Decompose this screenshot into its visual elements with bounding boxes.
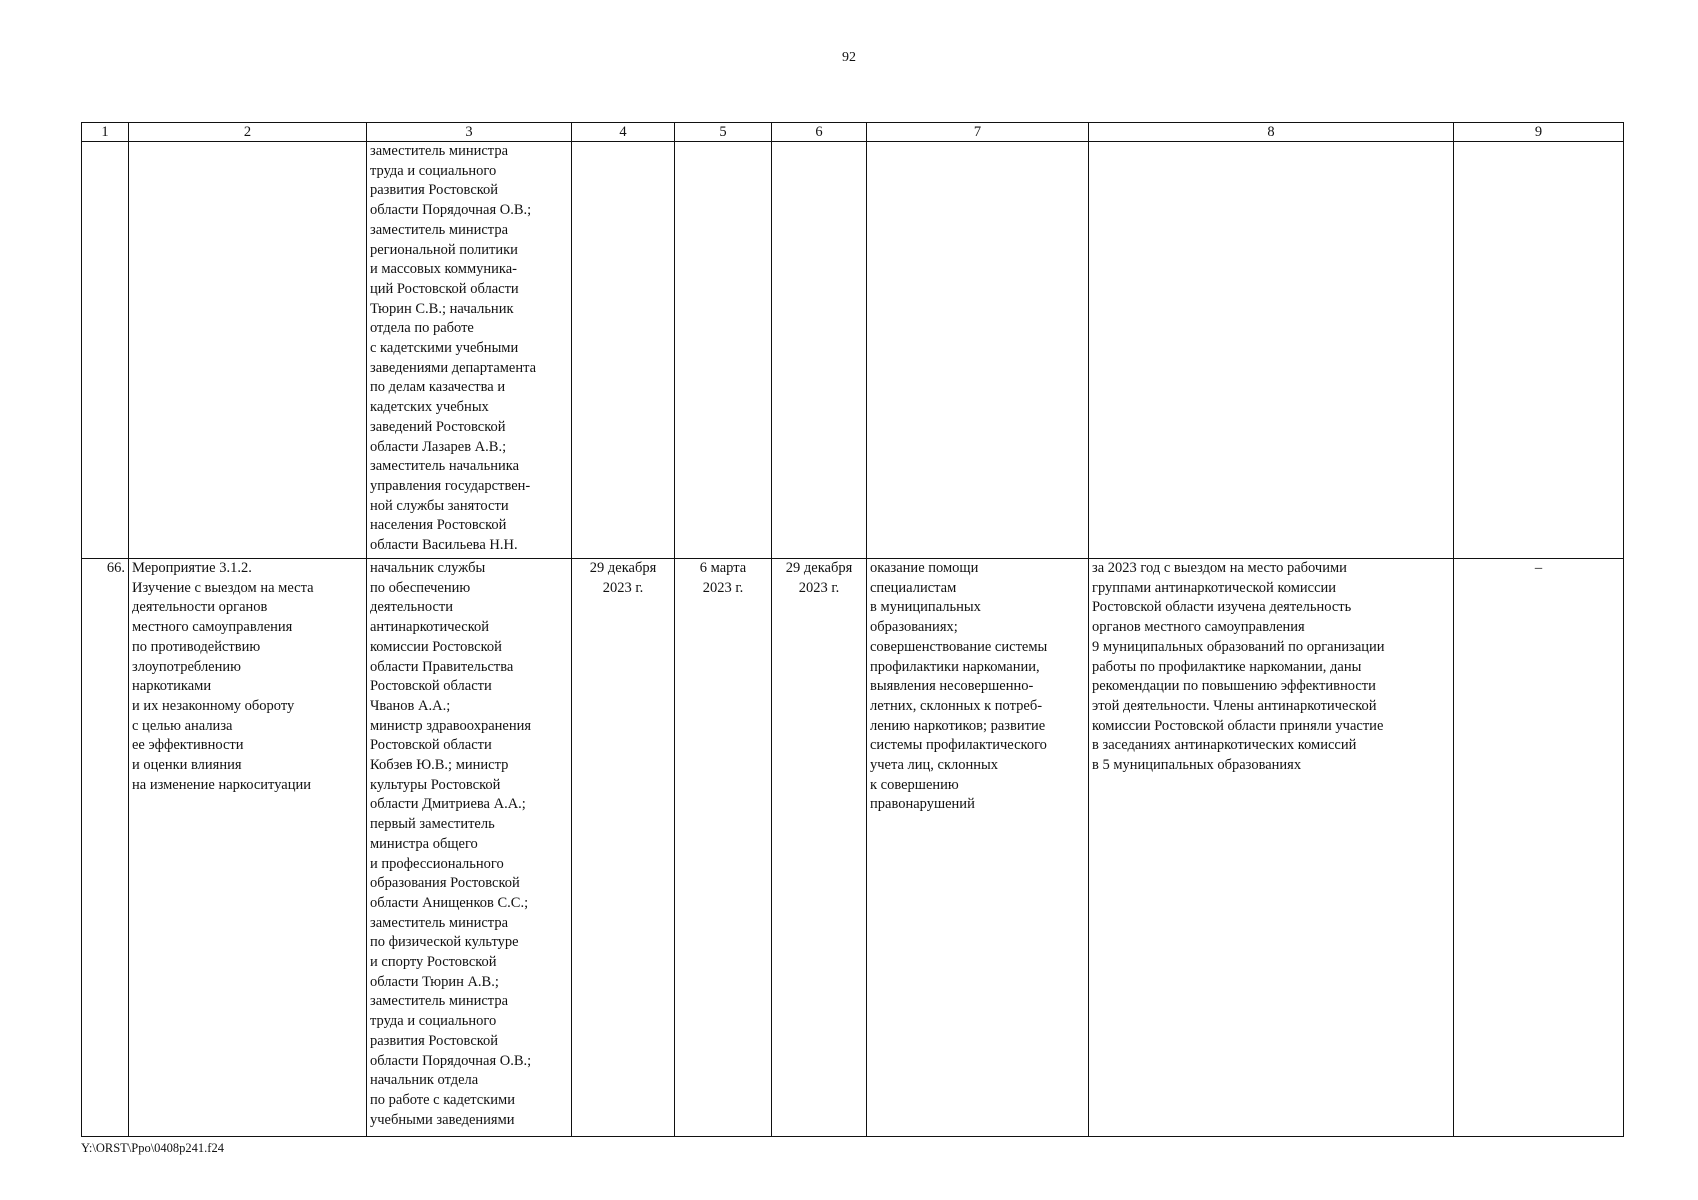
column-number: 7 [867, 123, 1089, 142]
planned-date-cell [572, 142, 675, 559]
column-number: 1 [82, 123, 129, 142]
responsible-executors-cell: начальник службы по обеспечению деятельности антинаркотической комиссии Ростовской области Правительства Ростовской области Чванов А.А.; министр здравоохранения Ростовской области Кобзев Ю.В.; министр культуры Ростовской области Дмитриева А.А.; первый заместитель министра общего и профессионального образования Ростовской области Анищенков С.С.; заместитель министра по физической культуре и спорту Ростовской области Тюрин А.В.; заместитель министра труда и социального развития Ростовской области Порядочная О.В.; начальник отдела по работе с кадетскими учебными заведениями [367, 559, 572, 1137]
column-number: 9 [1454, 123, 1624, 142]
start-date-cell [675, 142, 772, 559]
expected-result-cell: оказание помощи специалистам в муниципальных образованиях; совершенствование системы профилактики наркомании, выявления несовершенно- летних, склонных к потреб- лению наркотиков; развитие системы профилактического учета лиц, склонных к совершению правонарушений [867, 559, 1089, 1137]
file-path-footer: Y:\ORST\Ppo\0408p241.f24 [81, 1141, 224, 1155]
notes-cell: – [1454, 559, 1624, 1137]
row-number-cell: 66. [82, 559, 129, 1137]
measure-name-cell: Мероприятие 3.1.2. Изучение с выездом на места деятельности органов местного самоуправления по противодействию злоупотреблению наркотиками и их незаконному обороту с целью анализа ее эффективности и оценки влияния на изменение наркоситуации [129, 559, 367, 1137]
column-number: 4 [572, 123, 675, 142]
end-date-cell [772, 142, 867, 559]
page-number: 92 [842, 50, 856, 65]
column-number-row [82, 123, 1624, 142]
measure-name-cell [129, 142, 367, 559]
actual-result-cell: за 2023 год с выездом на место рабочими группами антинаркотической комиссии Ростовской области изучена деятельность органов местного самоуправления 9 муниципальных образований по организации работы по профилактике наркомании, даны рекомендации по повышению эффективности этой деятельности. Члены антинаркотической комиссии Ростовской области приняли участие в заседаниях антинаркотических комиссий в 5 муниципальных образованиях [1089, 559, 1454, 1137]
column-number: 6 [772, 123, 867, 142]
table-row-continuation [82, 142, 1624, 559]
planned-date-cell: 29 декабря 2023 г. [572, 559, 675, 1137]
column-number: 5 [675, 123, 772, 142]
measures-table [81, 122, 1624, 1137]
expected-result-cell [867, 142, 1089, 559]
start-date-cell: 6 марта 2023 г. [675, 559, 772, 1137]
end-date-cell: 29 декабря 2023 г. [772, 559, 867, 1137]
column-number: 2 [129, 123, 367, 142]
notes-cell [1454, 142, 1624, 559]
responsible-executors-cell: заместитель министра труда и социального развития Ростовской области Порядочная О.В.; заместитель министра региональной политики и массовых коммуника- ций Ростовской области Тюрин С.В.; начальник отдела по работе с кадетскими учебными заведениями департамента по делам казачества и кадетских учебных заведений Ростовской области Лазарев А.В.; заместитель начальника управления государствен- ной службы занятости населения Ростовской области Васильева Н.Н. [367, 142, 572, 559]
column-number: 3 [367, 123, 572, 142]
actual-result-cell [1089, 142, 1454, 559]
table-row-66 [82, 559, 1624, 1137]
column-number: 8 [1089, 123, 1454, 142]
row-number-cell [82, 142, 129, 559]
